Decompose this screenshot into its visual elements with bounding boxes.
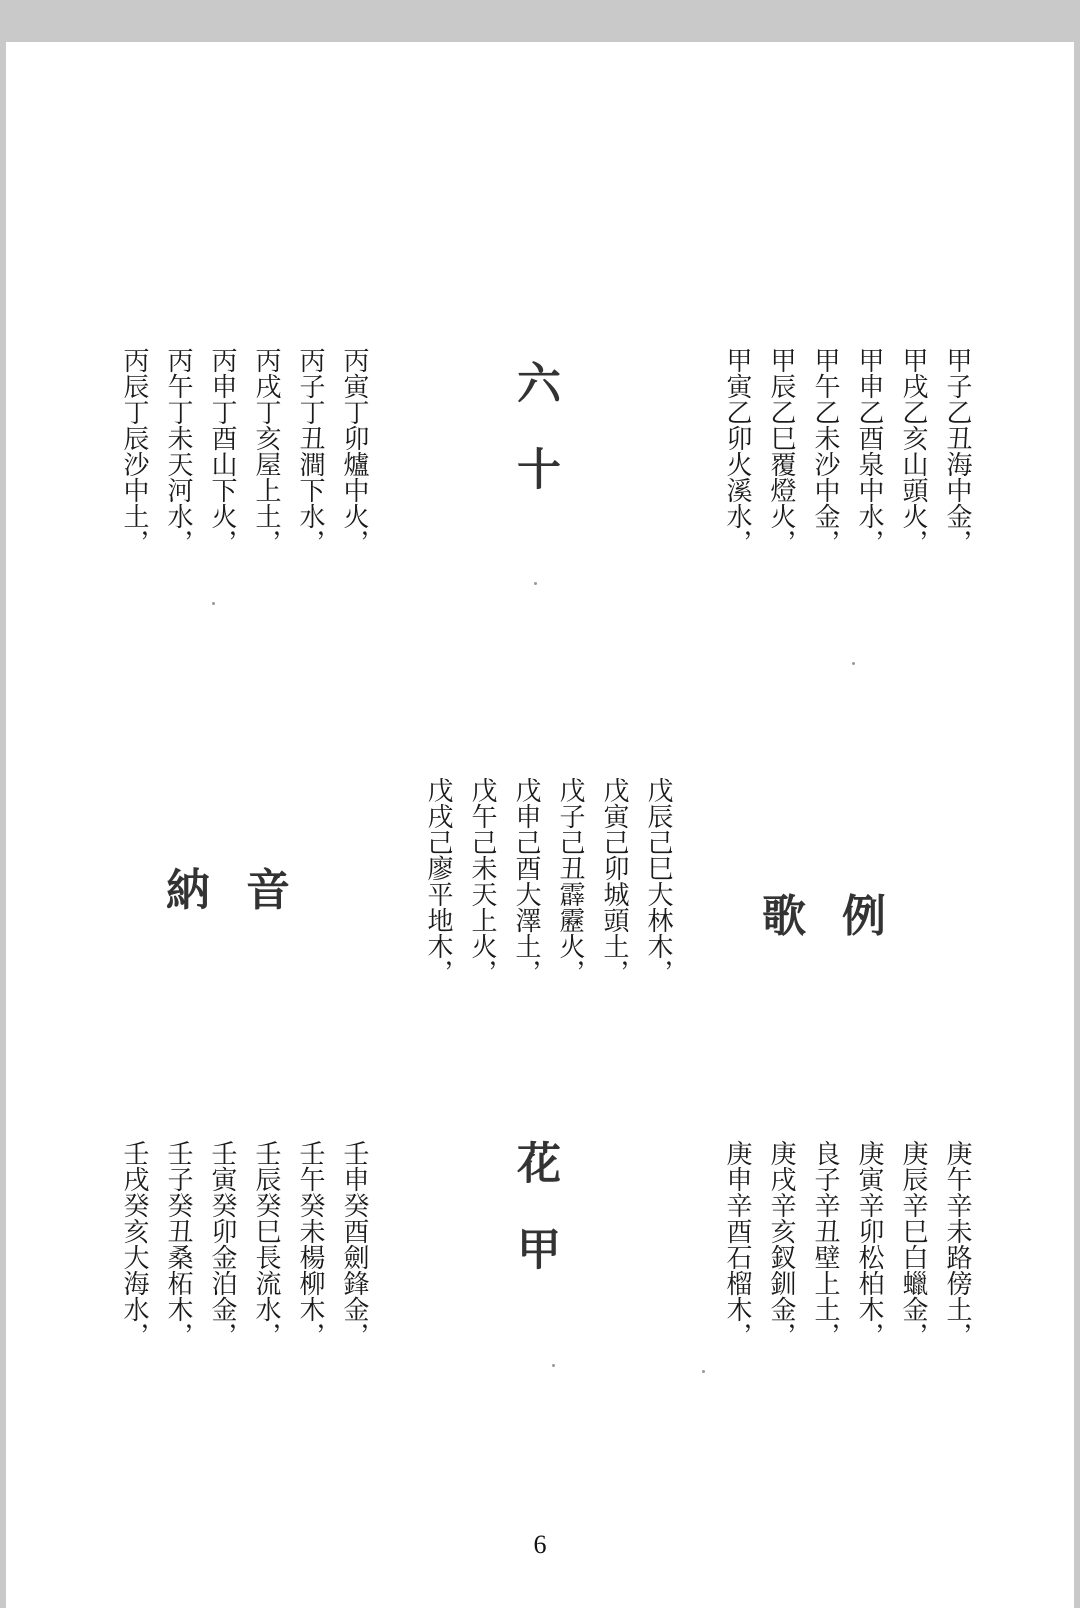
verse-line: 庚午辛未路傍土，	[942, 1140, 972, 1348]
verse-line: 庚申辛酉石榴木，	[722, 1140, 752, 1348]
verse-line: 丙申丁酉山下火，	[207, 347, 237, 555]
verse-line: 丙子丁丑澗下水，	[295, 347, 325, 555]
verse-line: 丙戌丁亥屋上土，	[251, 347, 281, 555]
verse-line: 庚辰辛巳白蠟金，	[898, 1140, 928, 1348]
scan-speck	[552, 1364, 555, 1367]
verse-line: 壬申癸酉劍鋒金，	[339, 1140, 369, 1348]
title-hua-jia: 花甲	[509, 1140, 560, 1312]
verse-line: 戊申己酉大澤土，	[511, 777, 541, 985]
verse-line: 甲子乙丑海中金，	[942, 347, 972, 555]
verse-line: 戊子己丑霹靂火，	[555, 777, 585, 985]
verse-line: 戊辰己巳大林木，	[643, 777, 673, 985]
verse-line: 戊午己未天上火，	[467, 777, 497, 985]
verse-line: 良子辛丑壁上土，	[810, 1140, 840, 1348]
title-na-yin: 納音	[166, 865, 326, 916]
title-liu-shi: 六十	[509, 360, 560, 532]
verse-line: 戊寅己卯城頭土，	[599, 777, 629, 985]
verse-line: 庚寅辛卯松柏木，	[854, 1140, 884, 1348]
verse-line: 戊戌己廖平地木，	[423, 777, 453, 985]
title-ge-li: 歌例	[762, 891, 922, 942]
scan-speck	[702, 1370, 705, 1373]
verse-line: 壬戌癸亥大海水，	[119, 1140, 149, 1348]
verse-line: 甲申乙酉泉中水，	[854, 347, 884, 555]
verse-line: 丙寅丁卯爐中火，	[339, 347, 369, 555]
verse-line: 甲辰乙巳覆燈火，	[766, 347, 796, 555]
verse-line: 壬午癸未楊柳木，	[295, 1140, 325, 1348]
verse-line: 庚戌辛亥釵釧金，	[766, 1140, 796, 1348]
scan-speck	[852, 662, 855, 665]
verse-line: 甲戌乙亥山頭火，	[898, 347, 928, 555]
verse-line: 甲寅乙卯火溪水，	[722, 347, 752, 555]
scan-speck	[534, 582, 537, 585]
verse-line: 丙午丁未天河水，	[163, 347, 193, 555]
verse-line: 壬辰癸巳長流水，	[251, 1140, 281, 1348]
page-number: 6	[533, 1530, 547, 1559]
verse-line: 甲午乙未沙中金，	[810, 347, 840, 555]
book-page	[6, 42, 1074, 1608]
verse-line: 壬寅癸卯金泊金，	[207, 1140, 237, 1348]
scan-speck	[212, 602, 215, 605]
verse-line: 丙辰丁辰沙中土，	[119, 347, 149, 555]
verse-line: 壬子癸丑桑柘木，	[163, 1140, 193, 1348]
